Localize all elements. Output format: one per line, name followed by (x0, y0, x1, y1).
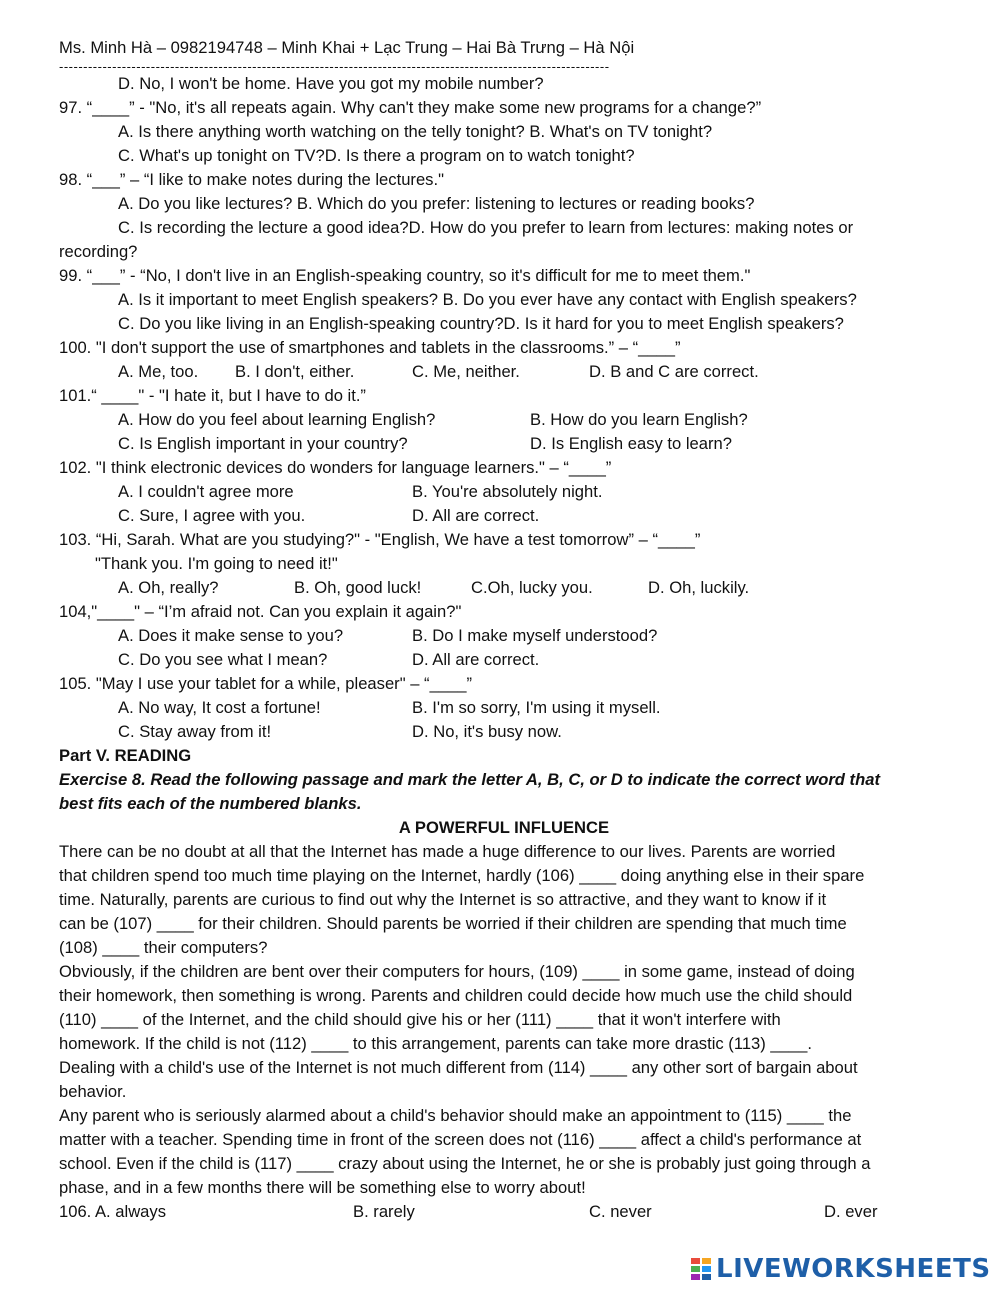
worksheet-page (59, 36, 949, 1224)
passage-line: time. Naturally, parents are curious to find out why the Internet is so attractive, and they want to know if it (59, 890, 827, 909)
q97-options-cd: C. What's up tonight on TV?D. Is there a program on to watch tonight? (118, 146, 635, 165)
passage-line: Any parent who is seriously alarmed about a child's behavior should make an appointment to (115) ____ the (59, 1106, 852, 1125)
part-heading: Part V. READING (59, 746, 192, 765)
header-contact: Ms. Minh Hà – 0982194748 – Minh Khai + Lạc Trung – Hai Bà Trưng – Hà Nội (59, 38, 635, 57)
passage-line: homework. If the child is not (112) ____ to this arrangement, parents can take more drastic (113) ____. (59, 1034, 812, 1053)
q101-option-d: D. Is English easy to learn? (530, 434, 732, 453)
q105-options-ab (59, 696, 949, 720)
q99-options-ab: A. Is it important to meet English speakers? B. Do you ever have any contact with English speakers? (118, 290, 857, 309)
q104-options-ab (59, 624, 949, 648)
q106-option-c: C. never (589, 1202, 652, 1221)
liveworksheets-logo (690, 1254, 991, 1284)
q98-stem: 98. “___” – “I like to make notes during the lectures." (59, 170, 444, 189)
q101-option-b: B. How do you learn English? (530, 410, 748, 429)
q102-option-c: C. Sure, I agree with you. (118, 506, 306, 525)
q106-options (59, 1200, 949, 1224)
q101-option-a: A. How do you feel about learning English? (118, 410, 436, 429)
exercise-instruction-continued: best fits each of the numbered blanks. (59, 794, 362, 813)
passage-body (59, 840, 949, 1200)
q104-option-c: C. Do you see what I mean? (118, 650, 328, 669)
q106-option-d: D. ever (824, 1202, 878, 1221)
passage-line: matter with a teacher. Spending time in front of the screen does not (116) ____ affect a child's performance at (59, 1130, 862, 1149)
q100-stem: 100. "I don't support the use of smartphones and tablets in the classrooms.” – “____” (59, 338, 681, 357)
q100-option-b: B. I don't, either. (235, 362, 355, 381)
q97-stem: 97. “____” - "No, it's all repeats again. Why can't they make some new programs for a change?” (59, 98, 762, 117)
q98-options-cd: C. Is recording the lecture a good idea?D. How do you prefer to learn from lectures: making notes or (118, 218, 854, 237)
passage-line: phase, and in a few months there will be something else to worry about! (59, 1178, 586, 1197)
passage-line: (110) ____ of the Internet, and the child should give his or her (111) ____ that it won't interfere with (59, 1010, 781, 1029)
q100-options (59, 360, 949, 384)
q105-option-b: B. I'm so sorry, I'm using it mysell. (412, 698, 661, 717)
q98-options-ab: A. Do you like lectures? B. Which do you prefer: listening to lectures or reading books? (118, 194, 755, 213)
q105-option-d: D. No, it's busy now. (412, 722, 562, 741)
q100-option-c: C. Me, neither. (412, 362, 520, 381)
q102-options-ab (59, 480, 949, 504)
q102-stem: 102. "I think electronic devices do wonders for language learners." – “____” (59, 458, 612, 477)
q105-option-a: A. No way, It cost a fortune! (118, 698, 321, 717)
passage-title: A POWERFUL INFLUENCE (398, 818, 610, 837)
q106-option-a: 106. A. always (59, 1202, 167, 1221)
q104-options-cd (59, 648, 949, 672)
q104-option-a: A. Does it make sense to you? (118, 626, 344, 645)
q99-options-cd: C. Do you like living in an English-speaking country?D. Is it hard for you to meet English speakers? (118, 314, 844, 333)
q102-option-a: A. I couldn't agree more (118, 482, 294, 501)
q103-option-c: C.Oh, lucky you. (471, 578, 593, 597)
q102-option-d: D. All are correct. (412, 506, 540, 525)
q101-option-c: C. Is English important in your country? (118, 434, 408, 453)
q105-option-c: C. Stay away from it! (118, 722, 272, 741)
q99-stem: 99. “___” - “No, I don't live in an English-speaking country, so it's difficult for me to meet them." (59, 266, 751, 285)
q102-options-cd (59, 504, 949, 528)
passage-line: behavior. (59, 1082, 127, 1101)
q102-option-b: B. You're absolutely night. (412, 482, 603, 501)
q103-option-d: D. Oh, luckily. (648, 578, 750, 597)
q103-options (59, 576, 949, 600)
q104-option-d: D. All are correct. (412, 650, 540, 669)
header-divider: ------------------------------------------------------------------------------------------------------------------ (59, 60, 610, 74)
q101-options-ab (59, 408, 949, 432)
q100-option-d: D. B and C are correct. (589, 362, 759, 381)
q106-option-b: B. rarely (353, 1202, 415, 1221)
q105-options-cd (59, 720, 949, 744)
liveworksheets-logo-icon (690, 1256, 712, 1282)
q103-option-b: B. Oh, good luck! (294, 578, 422, 597)
q103-stem-continued: "Thank you. I'm going to need it!" (95, 554, 338, 573)
q98-options-cd-continued: recording? (59, 242, 138, 261)
passage-line: (108) ____ their computers? (59, 938, 268, 957)
passage-line: Dealing with a child's use of the Internet is not much different from (114) ____ any other sort of bargain about (59, 1058, 858, 1077)
q97-options-ab: A. Is there anything worth watching on the telly tonight? B. What's on TV tonight? (118, 122, 713, 141)
q105-stem: 105. "May I use your tablet for a while, pleaser" – “____” (59, 674, 473, 693)
q100-option-a: A. Me, too. (118, 362, 199, 381)
q101-options-cd (59, 432, 949, 456)
q104-option-b: B. Do I make myself understood? (412, 626, 658, 645)
passage-line: Obviously, if the children are bent over their computers for hours, (109) ____ in some game, instead of doing (59, 962, 855, 981)
q103-stem: 103. “Hi, Sarah. What are you studying?" - "English, We have a test tomorrow” – “____” (59, 530, 701, 549)
liveworksheets-logo-text: LIVEWORKSHEETS (716, 1254, 991, 1284)
exercise-instruction: Exercise 8. Read the following passage and mark the letter A, B, C, or D to indicate the correct word that (59, 770, 880, 789)
passage-line: their homework, then something is wrong. Parents and children could decide how much use the child should (59, 986, 853, 1005)
passage-line: that children spend too much time playing on the Internet, hardly (106) ____ doing anything else in their spare (59, 866, 865, 885)
q96-option-d: D. No, I won't be home. Have you got my mobile number? (118, 74, 544, 93)
passage-line: school. Even if the child is (117) ____ crazy about using the Internet, he or she is probably just going through a (59, 1154, 871, 1173)
q101-stem: 101.“ ____" - "I hate it, but I have to do it.” (59, 386, 366, 405)
q103-option-a: A. Oh, really? (118, 578, 219, 597)
q104-stem: 104,"____" – “I’m afraid not. Can you explain it again?" (59, 602, 462, 621)
passage-line: There can be no doubt at all that the Internet has made a huge difference to our lives. Parents are worried (59, 842, 836, 861)
passage-line: can be (107) ____ for their children. Should parents be worried if their children are spending that much time (59, 914, 847, 933)
